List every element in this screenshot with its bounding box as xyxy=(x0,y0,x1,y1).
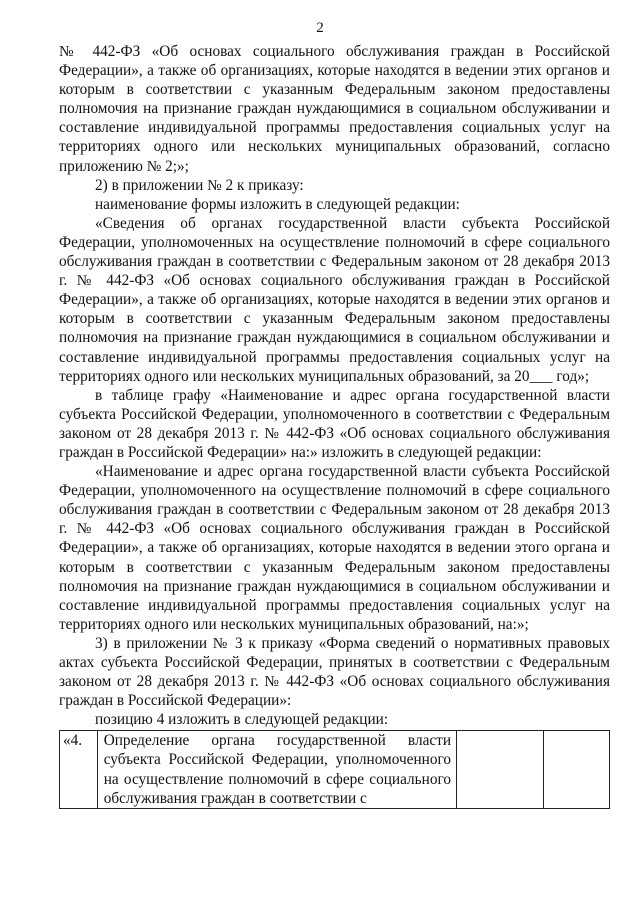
paragraph-form-name: наименование формы изложить в следующей редакции: xyxy=(95,195,460,213)
paragraph-position-4: позицию 4 изложить в следующей редакции: xyxy=(95,711,389,729)
paragraph-table-column: в таблице графу «Наименование и адрес органа государственной власти субъекта Российской Федерации, уполномоченного в соответствии с Федеральным законом от 28 декабря 2013 г. № 442-ФЗ «Об основах социального обслуживания граждан в Российской Федерации» на:» изложить в следующей редакции: xyxy=(59,386,610,461)
paragraph-form-title-quote: «Сведения об органах государственной власти субъекта Российской Федерации, уполномоченных на осуществление полномочий в сфере социального обслуживания граждан в соответствии с Федеральным законом от 28 декабря 2013 г. № 442-ФЗ «Об основах социального обслуживания граждан в Российской Федерации», а также об организациях, которые находятся в ведении этих органов и которым в соответствии с указанным Федеральным законом предоставлены полномочия на признание граждан нуждающимися в социальном обслуживании и составление индивидуальной программы предоставления социальных услуг на территориях одного или нескольких муниципальных образований, за 20___ год»; xyxy=(59,214,610,385)
paragraph-item-3: 3) в приложении № 3 к приказу «Форма сведений о нормативных правовых актах субъекта Российской Федерации, принятых в соответствии с Федеральным законом от 28 декабря 2013 г. № 442-ФЗ «Об основах социального обслуживания граждан в Российской Федерации»: xyxy=(59,634,610,710)
paragraph-item-2: 2) в приложении № 2 к приказу: xyxy=(95,176,304,194)
paragraph-column-title-quote: «Наименование и адрес органа государственной власти субъекта Российской Федерации, уполномоченного на осуществление полномочий в сфере социального обслуживания граждан в соответствии с Федеральным законом от 28 декабря 2013 г. № 442-ФЗ «Об основах социального обслуживания граждан в Российской Федерации», а также об организациях, которые находятся в ведении этого органа и которым в соответствии с указанным Федеральным законом предоставлены полномочия на признание граждан нуждающимися в социальном обслуживании и составление индивидуальной программы предоставления социальных услуг на территориях одного или нескольких муниципальных образований, на:»; xyxy=(59,463,610,633)
empty-cell-a xyxy=(457,731,544,808)
position-table xyxy=(59,730,610,808)
empty-cell-b xyxy=(544,731,610,808)
paragraph-continuation: № 442-ФЗ «Об основах социального обслуживания граждан в Российской Федерации», а также об организациях, которые находятся в ведении этих органов и которым в соответствии с указанным Федеральным законом предоставлены полномочия на признание граждан нуждающимися в социальном обслуживании и составление индивидуальной программы предоставления социальных услуг на территориях одного или нескольких муниципальных образований, согласно приложению № 2;»; xyxy=(59,43,610,175)
document-body xyxy=(59,42,610,809)
table-row xyxy=(60,731,610,808)
row-number-cell: «4. xyxy=(60,731,98,808)
page-number: 2 xyxy=(316,20,324,36)
row-text-cell: Определение органа государственной власти субъекта Российской Федерации, уполномоченного на осуществление полномочий в сфере социального обслуживания граждан в соответствии с xyxy=(97,731,456,808)
